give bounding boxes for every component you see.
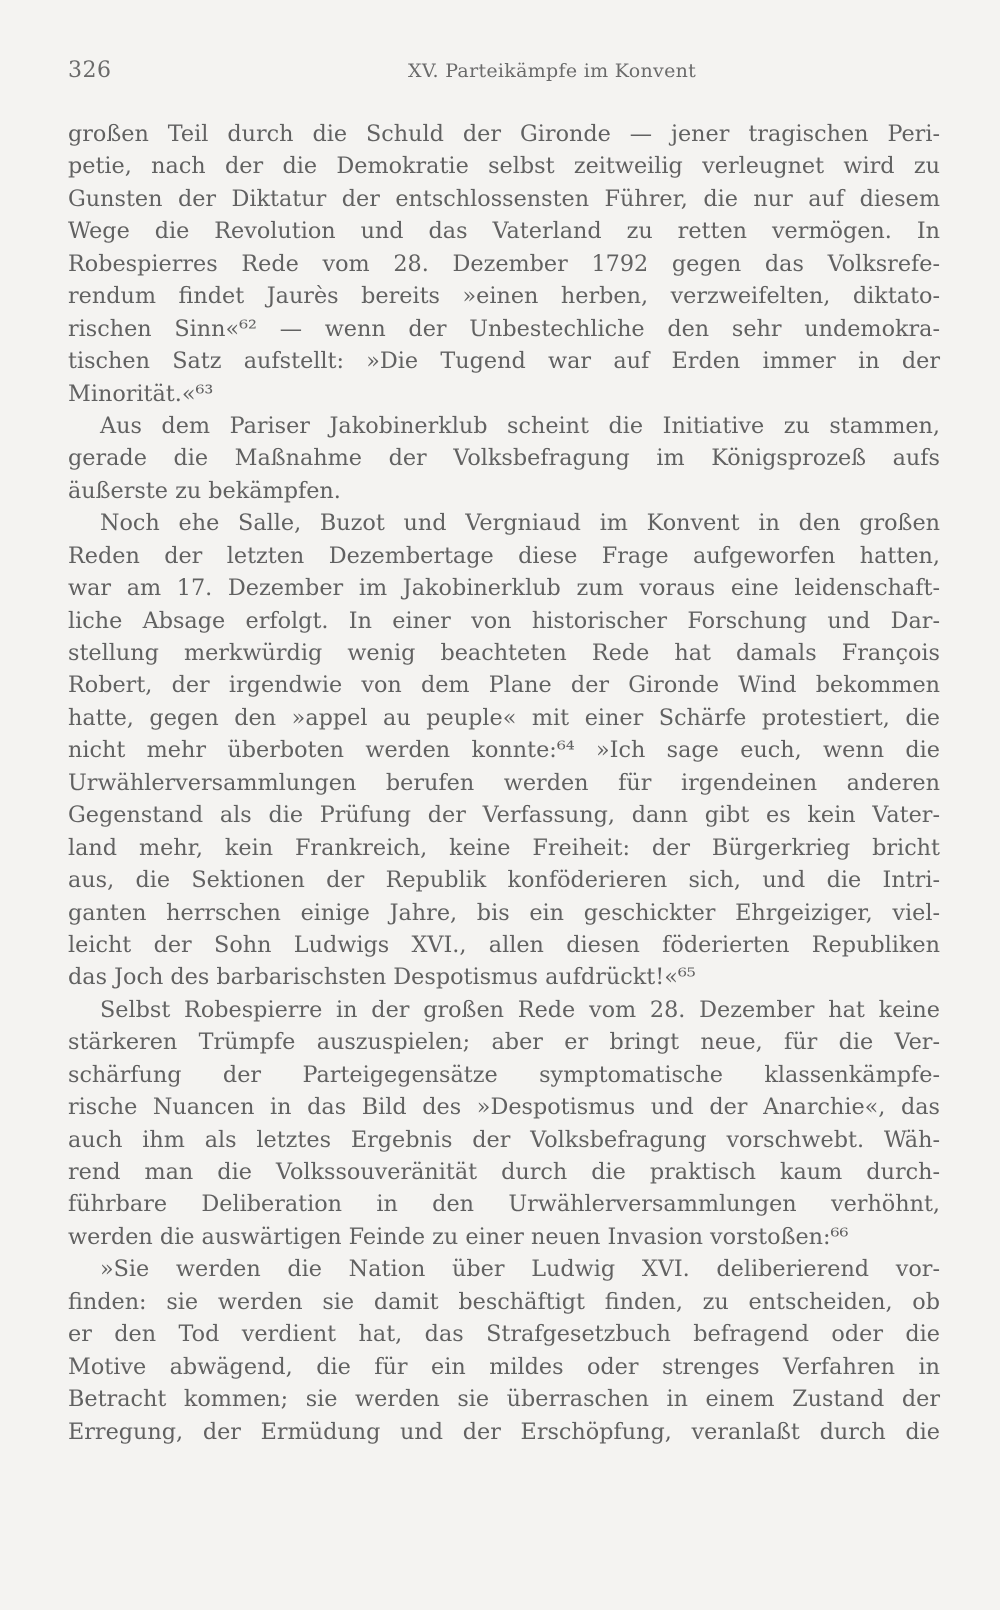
body-text xyxy=(68,118,940,1448)
text-line: liche Absage erfolgt. In einer von historischer Forschung und Dar- xyxy=(68,607,940,634)
text-line: stärkeren Trümpfe auszuspielen; aber er bringt neue, für die Ver- xyxy=(68,1029,940,1056)
text-line: werden die auswärtigen Feinde zu einer neuen Invasion vorstoßen:⁶⁶ xyxy=(68,1223,849,1250)
text-line: Urwählerversammlungen berufen werden für irgendeinen anderen xyxy=(68,769,940,796)
text-line: Robespierres Rede vom 28. Dezember 1792 gegen das Volksrefe- xyxy=(68,250,940,277)
text-line: gerade die Maßnahme der Volksbefragung im Königsprozeß aufs xyxy=(68,445,940,472)
text-line: aus, die Sektionen der Republik konföderieren sich, und die Intri- xyxy=(68,867,940,894)
text-line: leicht der Sohn Ludwigs XVI., allen diesen föderierten Republiken xyxy=(68,931,940,958)
text-line: auch ihm als letztes Ergebnis der Volksbefragung vorschwebt. Wäh- xyxy=(68,1126,940,1153)
text-line: Reden der letzten Dezembertage diese Frage aufgeworfen hatten, xyxy=(68,542,940,569)
text-line: land mehr, kein Frankreich, keine Freiheit: der Bürgerkrieg bricht xyxy=(68,834,940,861)
text-line: Wege die Revolution und das Vaterland zu retten vermögen. In xyxy=(68,218,940,245)
text-line: Aus dem Pariser Jakobinerklub scheint die Initiative zu stammen, xyxy=(100,412,940,439)
text-line: rische Nuancen in das Bild des »Despotismus und der Anarchie«, das xyxy=(68,1094,940,1121)
text-line: rend man die Volkssouveränität durch die praktisch kaum durch- xyxy=(68,1159,940,1185)
text-line: tischen Satz aufstellt: »Die Tugend war auf Erden immer in der xyxy=(68,348,940,375)
text-line: Selbst Robespierre in der großen Rede vom 28. Dezember hat keine xyxy=(100,996,940,1023)
text-line: »Sie werden die Nation über Ludwig XVI. deliberierend vor- xyxy=(100,1256,940,1283)
text-line: das Joch des barbarischsten Despotismus aufdrückt!«⁶⁵ xyxy=(68,964,696,991)
text-line: finden: sie werden sie damit beschäftigt finden, zu entscheiden, ob xyxy=(68,1288,940,1315)
text-line: stellung merkwürdig wenig beachteten Rede hat damals François xyxy=(68,640,940,666)
text-line: Minorität.«⁶³ xyxy=(68,380,214,407)
text-line: nicht mehr überboten werden konnte:⁶⁴ »Ich sage euch, wenn die xyxy=(68,737,940,764)
text-line: Betracht kommen; sie werden sie überraschen in einem Zustand der xyxy=(68,1386,940,1413)
text-line: großen Teil durch die Schuld der Gironde — jener tragischen Peri- xyxy=(68,121,940,147)
text-line: petie, nach der die Demokratie selbst zeitweilig verleugnet wird zu xyxy=(68,153,940,180)
text-line: Erregung, der Ermüdung und der Erschöpfung, veranlaßt durch die xyxy=(68,1418,940,1445)
text-line: ganten herrschen einige Jahre, bis ein geschickter Ehrgeiziger, viel- xyxy=(68,899,940,926)
text-line: schärfung der Parteigegensätze symptomatische klassenkämpfe- xyxy=(68,1061,940,1088)
page-header xyxy=(68,58,940,94)
text-line: Noch ehe Salle, Buzot und Vergniaud im Konvent in den großen xyxy=(100,510,940,537)
text-line: er den Tod verdient hat, das Strafgesetzbuch befragend oder die xyxy=(68,1321,940,1348)
text-line: war am 17. Dezember im Jakobinerklub zum voraus eine leidenschaft- xyxy=(68,575,940,602)
text-line: Motive abwägend, die für ein mildes oder strenges Verfahren in xyxy=(68,1353,940,1380)
page-number: 326 xyxy=(68,58,112,83)
text-line: rischen Sinn«⁶² — wenn der Unbestechliche den sehr undemokra- xyxy=(68,315,940,342)
text-line: Gegenstand als die Prüfung der Verfassung, dann gibt es kein Vater- xyxy=(68,802,940,829)
running-title: XV. Parteikämpfe im Konvent xyxy=(408,60,697,82)
text-line: äußerste zu bekämpfen. xyxy=(68,477,341,504)
text-line: Robert, der irgendwie von dem Plane der Gironde Wind bekommen xyxy=(68,672,940,699)
text-line: hatte, gegen den »appel au peuple« mit einer Schärfe protestiert, die xyxy=(68,704,940,731)
text-line: Gunsten der Diktatur der entschlossensten Führer, die nur auf diesem xyxy=(68,185,940,212)
text-line: rendum findet Jaurès bereits »einen herben, verzweifelten, diktato- xyxy=(68,283,940,310)
text-line: führbare Deliberation in den Urwählerversammlungen verhöhnt, xyxy=(68,1191,940,1218)
